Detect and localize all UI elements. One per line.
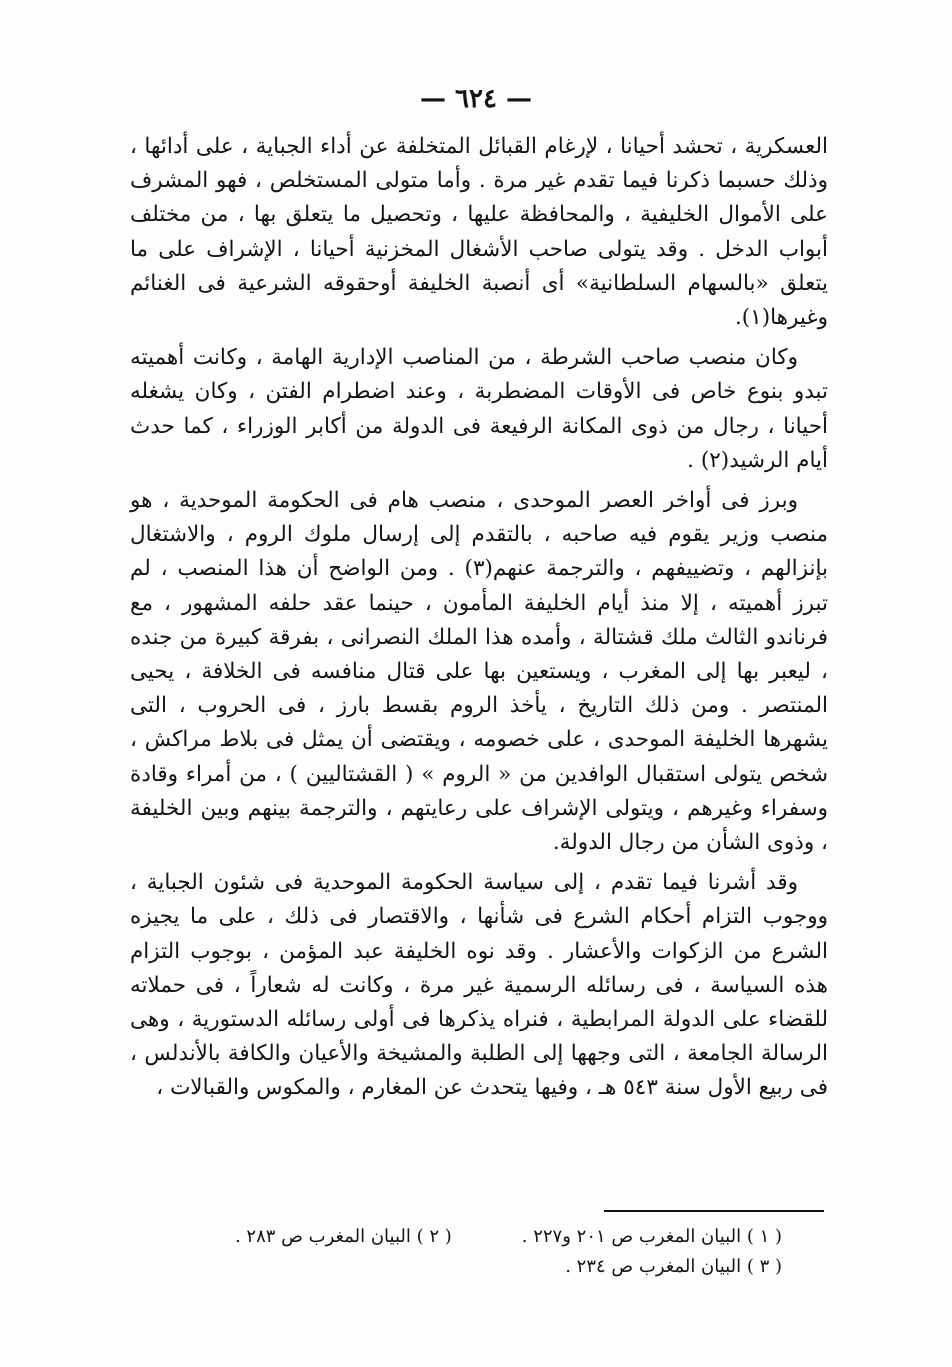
paragraph-4: وقد أشرنا فيما تقدم ، إلى سياسة الحكومة الموحدية فى شئون الجباية ، ووجوب التزام أحكام الشرع فى شأنها ، والاقتصار فى ذلك ، على ما يجيزه الشرع من الزكوات والأعشار . وقد نوه الخليفة عبد المؤمن ، بوجوب التزام هذه السياسة ، فى رسائله الرسمية غير مرة ، وكانت له شعاراً ، فى حملاته للقضاء على الدولة المرابطية ، فنراه يذكرها فى أولى رسائله الدستورية ، وهى الرسالة الجامعة ، التى وجهها إلى الطلبة والمشيخة والأعيان والكافة بالأندلس ، فى ربيع الأول سنة ٥٤٣ هـ ، وفيها يتحدث عن المغارم ، والمكوس والقبالات ، bbox=[130, 870, 829, 1101]
footnote-row-1 bbox=[162, 1222, 782, 1252]
footnotes bbox=[162, 1222, 782, 1282]
footnote-1: ( ١ ) البيان المغرب ص ٢٠١ و٢٢٧ . bbox=[521, 1226, 782, 1247]
footnote-2: ( ٢ ) البيان المغرب ص ٢٨٣ . bbox=[234, 1226, 452, 1247]
footnote-row-2 bbox=[162, 1252, 782, 1282]
body-text bbox=[130, 130, 828, 1112]
paragraph-3: وبرز فى أواخر العصر الموحدى ، منصب هام فى الحكومة الموحدية ، هو منصب وزير يقوم فيه صاحبه ، بالتقدم إلى إرسال ملوك الروم ، والاشتغال بإنزالهم ، وتضييفهم ، والترجمة عنهم(٣) . ومن الواضح أن هذا المنصب ، لم تبرز أهميته ، إلا منذ أيام الخليفة المأمون ، حينما عقد حلفه المشهور ، مع فرناندو الثالث ملك قشتالة ، وأمده هذا الملك النصرانى ، بفرقة كبيرة من جنده ، ليعبر بها إلى المغرب ، ويستعين بها على قتال منافسه فى الخلافة ، يحيى المنتصر . ومن ذلك التاريخ ، يأخذ الروم بقسط بارز ، فى الحروب ، التى يشهرها الخليفة الموحدى ، على خصومه ، ويقتضى أن يمثل فى بلاط مراكش ، شخص يتولى استقبال الوافدين من « الروم » ( القشتاليين ) ، من أمراء وقادة وسفراء وغيرهم ، ويتولى الإشراف على رعايتهم ، والترجمة بينهم وبين الخليفة ، وذوى الشأن من رجال الدولة. bbox=[130, 488, 829, 856]
paragraph-2: وكان منصب صاحب الشرطة ، من المناصب الإدارية الهامة ، وكانت أهميته تبدو بنوع خاص فى الأوقات المضطربة ، وعند اضطرام الفتن ، وكان يشغله أحيانا ، رجال من ذوى المكانة الرفيعة فى الدولة من أكابر الوزراء ، كما حدث أيام الرشيد(٢) . bbox=[130, 345, 828, 473]
footnote-divider bbox=[604, 1210, 824, 1212]
footnote-3: ( ٣ ) البيان المغرب ص ٢٣٤ . bbox=[565, 1256, 782, 1277]
paragraph-1: العسكرية ، تحشد أحيانا ، لإرغام القبائل المتخلفة عن أداء الجباية ، على أدائها ، وذلك حسبما ذكرنا فيما تقدم غير مرة . وأما متولى المستخلص ، فهو المشرف على الأموال الخليفية ، والمحافظة عليها ، وتحصيل ما يتعلق بها ، من مختلف أبواب الدخل . وقد يتولى صاحب الأشغال المخزنية أحيانا ، الإشراف على ما يتعلق «بالسهام السلطانية» أى أنصبة الخليفة أوحقوقه الشرعية فى الغنائم وغيرها(١). bbox=[130, 134, 828, 331]
page-number: — ٦٢٤ — bbox=[419, 84, 533, 114]
